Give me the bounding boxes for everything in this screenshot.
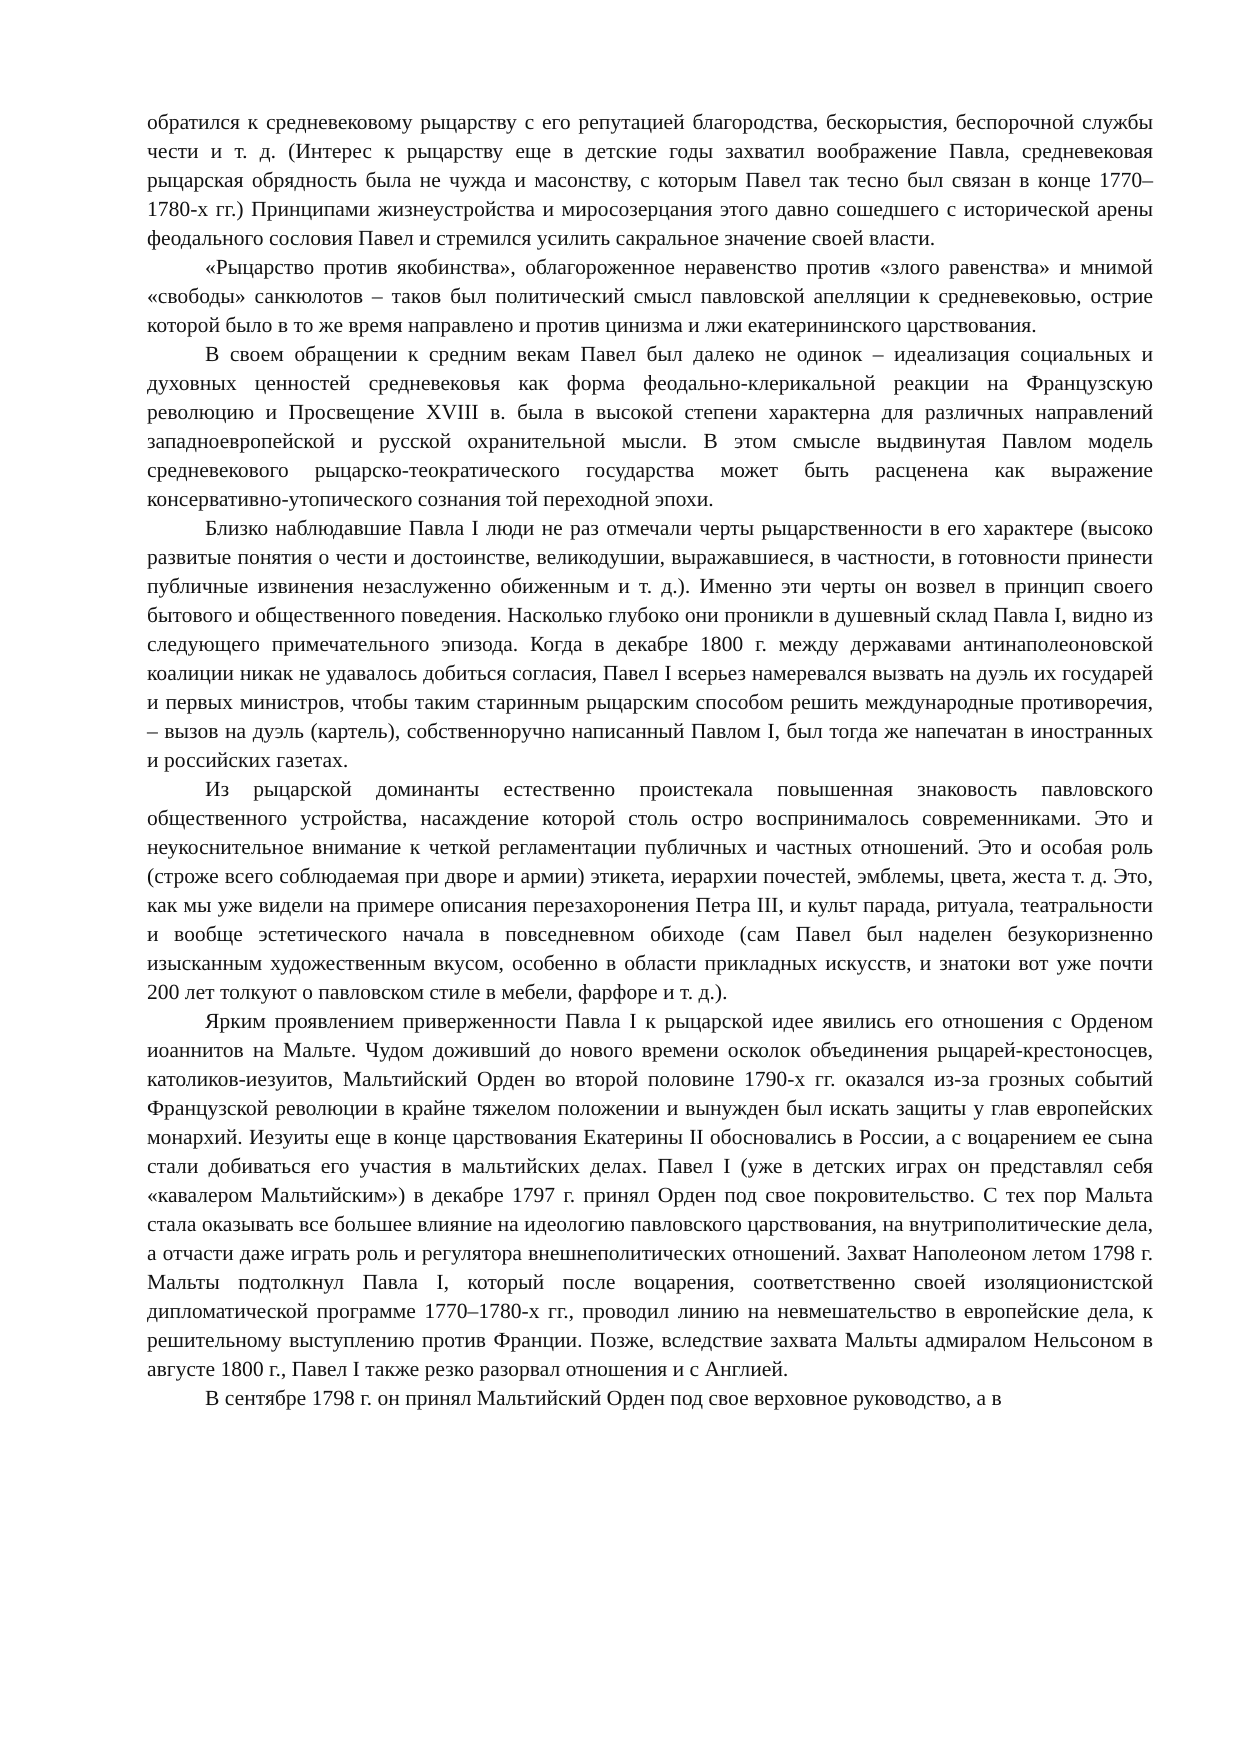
paragraph-5: Из рыцарской доминанты естественно проистекала повышенная знаковость павловского общественного устройства, насаждение которой столь остро воспринималось современниками. Это и неукоснительное внимание к четкой регламентации публичных и частных отношений. Это и особая роль (строже всего соблюдаемая при дворе и армии) этикета, иерархии почестей, эмблемы, цвета, жеста т. д. Это, как мы уже видели на примере описания перезахоронения Петра III, и культ парада, ритуала, театральности и вообще эстетического начала в повседневном обиходе (сам Павел был наделен безукоризненно изысканным художественным вкусом, особенно в области прикладных искусств, и знатоки вот уже почти 200 лет толкуют о павловском стиле в мебели, фарфоре и т. д.).	[147, 777, 1153, 1004]
paragraph-3: В своем обращении к средним векам Павел был далеко не одинок – идеализация социальных и духовных ценностей средневековья как форма феодально-клерикальной реакции на Французскую революцию и Просвещение XVIII в. была в высокой степени характерна для различных направлений западноевропейской и русской охранительной мысли. В этом смысле выдвинутая Павлом модель средневекового рыцарско-теократического государства может быть расценена как выражение консервативно-утопического сознания той переходной эпохи.	[147, 342, 1153, 511]
paragraph-1: обратился к средневековому рыцарству с его репутацией благородства, бескорыстия, беспорочной службы чести и т. д. (Интерес к рыцарству еще в детские годы захватил воображение Павла, средневековая рыцарская обрядность была не чужда и масонству, с которым Павел так тесно был связан в конце 1770–1780-х гг.) Принципами жизнеустройства и миросозерцания этого давно сошедшего с исторической арены феодального сословия Павел и стремился усилить сакральное значение своей власти.	[147, 110, 1153, 250]
paragraph-6: Ярким проявлением приверженности Павла I к рыцарской идее явились его отношения с Орденом иоаннитов на Мальте. Чудом доживший до нового времени осколок объединения рыцарей-крестоносцев, католиков-иезуитов, Мальтийский Орден во второй половине 1790-х гг. оказался из-за грозных событий Французской революции в крайне тяжелом положении и вынужден был искать защиты у глав европейских монархий. Иезуиты еще в конце царствования Екатерины II обосновались в России, а с воцарением ее сына стали добиваться его участия в мальтийских делах. Павел I (уже в детских играх он представлял себя «кавалером Мальтийским») в декабре 1797 г. принял Орден под свое покровительство. С тех пор Мальта стала оказывать все большее влияние на идеологию павловского царствования, на внутриполитические дела, а отчасти даже играть роль и регулятора внешнеполитических отношений. Захват Наполеоном летом 1798 г. Мальты подтолкнул Павла I, который после воцарения, соответственно своей изоляционистской дипломатической программе 1770–1780-х гг., проводил линию на невмешательство в европейские дела, к решительному выступлению против Франции. Позже, вследствие захвата Мальты адмиралом Нельсоном в августе 1800 г., Павел I также резко разорвал отношения и с Англией.	[147, 1009, 1153, 1381]
paragraph-4: Близко наблюдавшие Павла I люди не раз отмечали черты рыцарственности в его характере (высоко развитые понятия о чести и достоинстве, великодушии, выражавшиеся, в частности, в готовности принести публичные извинения незаслуженно обиженным и т. д.). Именно эти черты он возвел в принцип своего бытового и общественного поведения. Насколько глубоко они проникли в душевный склад Павла I, видно из следующего примечательного эпизода. Когда в декабре 1800 г. между державами антинаполеоновской коалиции никак не удавалось добиться согласия, Павел I всерьез намеревался вызвать на дуэль их государей и первых министров, чтобы таким старинным рыцарским способом решить международные противоречия, – вызов на дуэль (картель), собственноручно написанный Павлом I, был тогда же напечатан в иностранных и российских газетах.	[147, 516, 1153, 772]
paragraph-2: «Рыцарство против якобинства», облагороженное неравенство против «злого равенства» и мнимой «свободы» санкюлотов – таков был политический смысл павловской апелляции к средневековью, острие которой было в то же время направлено и против цинизма и лжи екатерининского царствования.	[147, 255, 1153, 337]
document-page	[147, 108, 1153, 1413]
paragraph-7: В сентябре 1798 г. он принял Мальтийский Орден под свое верховное руководство, а в	[205, 1386, 1002, 1410]
